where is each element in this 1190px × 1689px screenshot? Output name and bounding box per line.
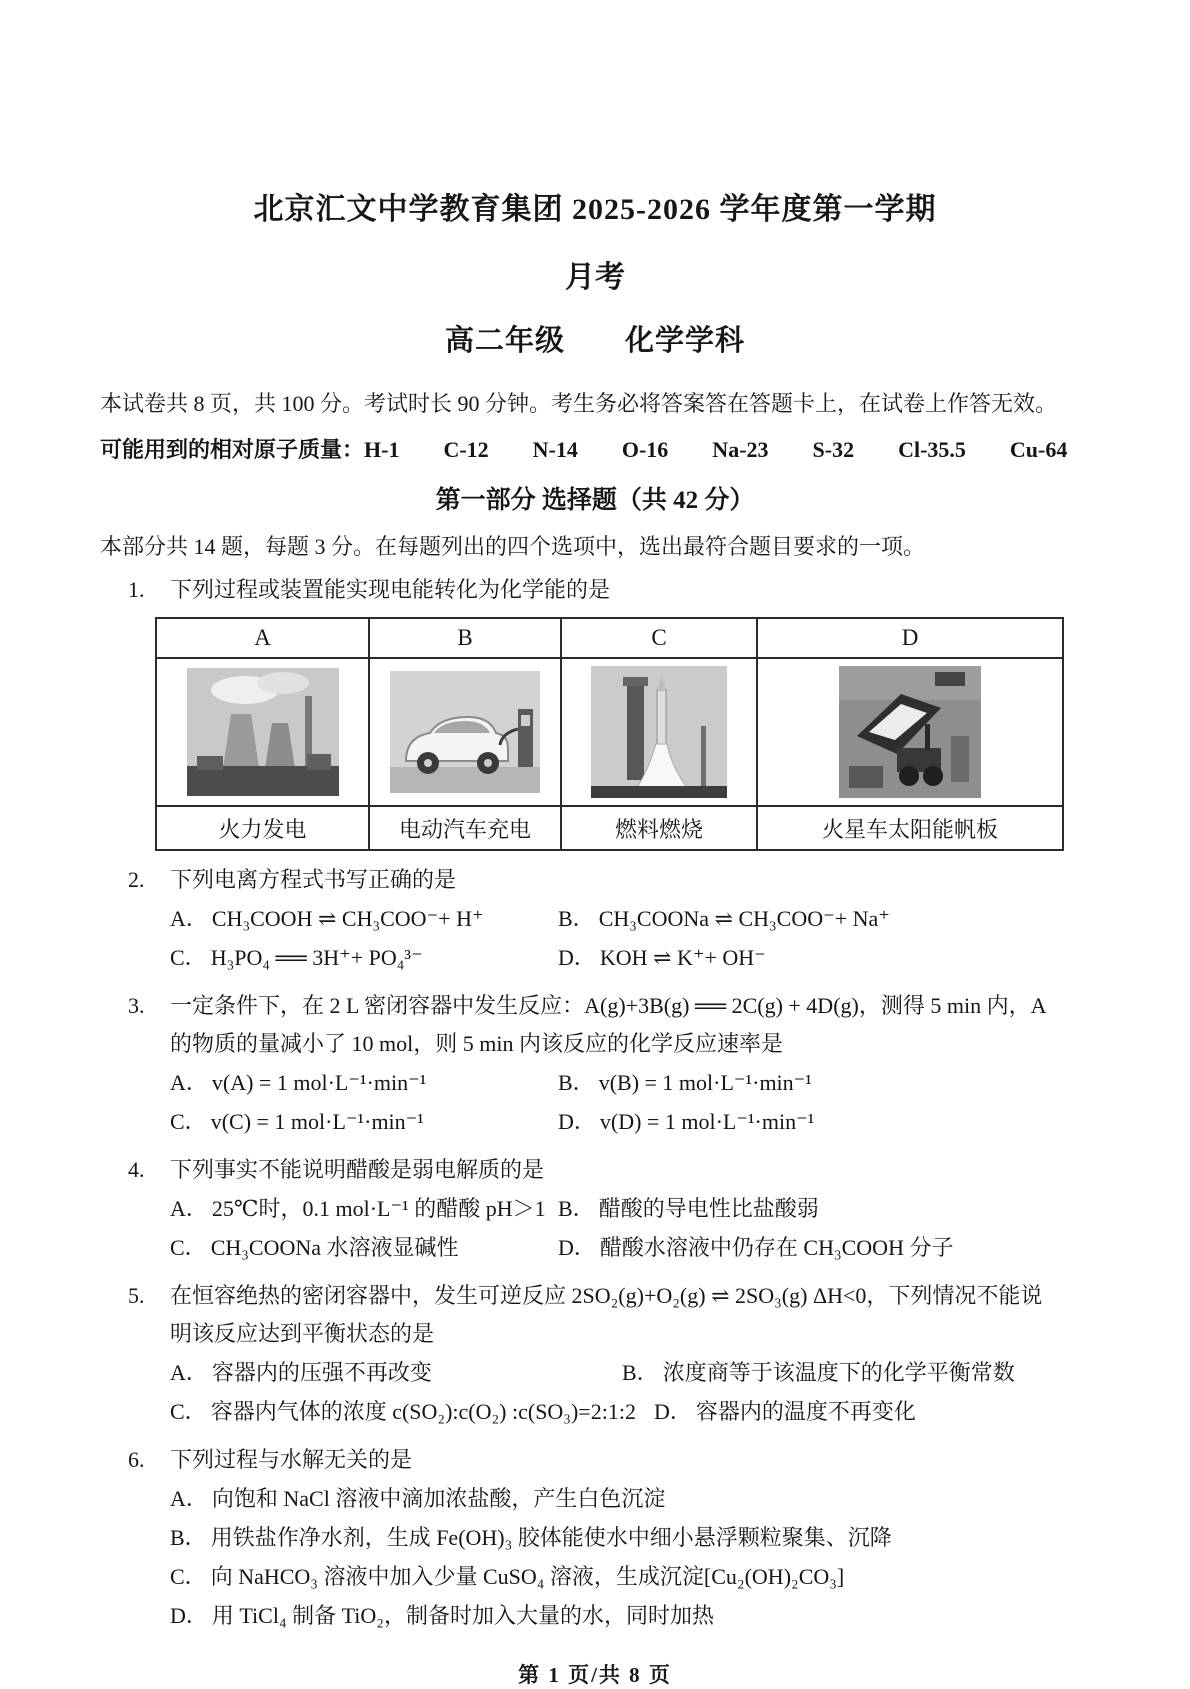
question-number: 3. [128, 993, 145, 1018]
option-text: 容器内的温度不再变化 [695, 1399, 916, 1424]
option-d [170, 1596, 714, 1635]
option-b [170, 1518, 892, 1557]
atomic-masses-line: 可能用到的相对原子质量：H-1 C-12 N-14 O-16 Na-23 S-32 Cl-35.5 Cu-64 [100, 437, 1068, 462]
option-text: v(C) = 1 mol·L⁻¹·min⁻¹ [210, 1109, 424, 1134]
option-label: D． [558, 1109, 596, 1134]
option-b [558, 1189, 819, 1228]
option-text: H₃PO₄ ══ 3H⁺+ PO₄³⁻ [210, 945, 423, 970]
table-header-a: A [156, 618, 369, 658]
option-text: 向饱和 NaCl 溶液中滴加浓盐酸，产生白色沉淀 [211, 1486, 666, 1511]
table-caption-row [156, 806, 1063, 850]
option-a [170, 1189, 558, 1228]
question-text: 下列电离方程式书写正确的是 [170, 867, 457, 892]
option-text: 用 TiCl₄ 制备 TiO₂，制备时加入大量的水，同时加热 [211, 1603, 714, 1628]
question-text-line2: 明该反应达到平衡状态的是 [170, 1321, 435, 1346]
option-label: A． [170, 1486, 208, 1511]
option-b [558, 1063, 812, 1102]
option-label: A． [170, 906, 208, 931]
option-c [170, 1228, 558, 1267]
question-text-line1: 一定条件下，在 2 L 密闭容器中发生反应：A(g)+3B(g) ══ 2C(g) + 4D(g)，测得 5 min 内，A [170, 993, 1047, 1018]
option-row [170, 1392, 1090, 1431]
question-4 [100, 1151, 1090, 1267]
table-header-b: B [369, 618, 561, 658]
question-text: 下列过程与水解无关的是 [170, 1447, 413, 1472]
option-text: 容器内的压强不再改变 [211, 1360, 432, 1385]
q1-option-table [155, 617, 1064, 851]
option-text: 25℃时，0.1 mol·L⁻¹ 的醋酸 pH＞1 [211, 1196, 546, 1221]
option-row [170, 938, 1090, 977]
electric-car-charging-image [390, 671, 540, 793]
option-label: C． [170, 1564, 207, 1589]
option-label: B． [622, 1360, 659, 1385]
mars-rover-solar-panel-image [839, 666, 981, 798]
table-caption-a: 火力发电 [156, 806, 369, 850]
option-row [170, 1518, 1090, 1557]
rocket-launch-image [591, 666, 727, 798]
option-row [170, 1102, 1090, 1141]
option-a [170, 899, 558, 938]
question-3 [100, 987, 1090, 1141]
section-one-header: 第一部分 选择题（共 42 分） [435, 487, 755, 514]
option-label: D． [558, 1235, 596, 1260]
grade-subject-line: 高二年级 化学学科 [444, 325, 745, 357]
option-a [170, 1479, 665, 1518]
option-text: CH₃COOH ⇌ CH₃COO⁻+ H⁺ [211, 906, 484, 931]
option-text: 容器内气体的浓度 c(SO₂):c(O₂) :c(SO₃)=2:1:2 [210, 1399, 636, 1424]
option-b [622, 1353, 1015, 1392]
option-label: B． [558, 1070, 595, 1095]
question-number: 1. [128, 577, 145, 602]
option-text: 浓度商等于该温度下的化学平衡常数 [662, 1360, 1015, 1385]
option-text: 用铁盐作净水剂，生成 Fe(OH)₃ 胶体能使水中细小悬浮颗粒聚集、沉降 [210, 1525, 892, 1550]
option-label: A． [170, 1360, 208, 1385]
question-text: 下列事实不能说明醋酸是弱电解质的是 [170, 1157, 545, 1182]
option-label: C． [170, 945, 207, 970]
option-a [170, 1353, 622, 1392]
option-row [170, 1228, 1090, 1267]
table-caption-d: 火星车太阳能帆板 [757, 806, 1063, 850]
option-text: v(B) = 1 mol·L⁻¹·min⁻¹ [598, 1070, 812, 1095]
option-c [170, 1557, 844, 1596]
table-header-c: C [561, 618, 757, 658]
section-one-intro: 本部分共 14 题，每题 3 分。在每题列出的四个选项中，选出最符合题目要求的一项。 [100, 534, 926, 559]
option-row [170, 1063, 1090, 1102]
option-label: C． [170, 1109, 207, 1134]
table-image-row [156, 658, 1063, 806]
option-label: A． [170, 1196, 208, 1221]
option-label: C． [170, 1399, 207, 1424]
option-row [170, 1596, 1090, 1635]
option-text: CH₃COONa 水溶液显碱性 [210, 1235, 459, 1260]
option-d [654, 1392, 916, 1431]
option-d [558, 1228, 953, 1267]
question-text-line1: 在恒容绝热的密闭容器中，发生可逆反应 2SO₂(g)+O₂(g) ⇌ 2SO₃(g) ΔH<0，下列情况不能说 [170, 1283, 1043, 1308]
option-label: D． [653, 1399, 692, 1424]
option-label: A． [170, 1070, 208, 1095]
option-text: CH₃COONa ⇌ CH₃COO⁻+ Na⁺ [598, 906, 890, 931]
option-row [170, 1557, 1090, 1596]
option-text: v(D) = 1 mol·L⁻¹·min⁻¹ [599, 1109, 815, 1134]
option-text: KOH ⇌ K⁺+ OH⁻ [599, 945, 766, 970]
question-text: 下列过程或装置能实现电能转化为化学能的是 [170, 577, 611, 602]
question-number: 5. [128, 1283, 145, 1308]
option-d [558, 1102, 814, 1141]
table-header-row [156, 618, 1063, 658]
option-label: B． [170, 1525, 207, 1550]
option-label: B． [558, 1196, 595, 1221]
option-d [558, 938, 766, 977]
table-caption-b: 电动汽车充电 [369, 806, 561, 850]
question-2 [100, 861, 1090, 977]
question-number: 6. [128, 1447, 145, 1472]
question-6 [100, 1441, 1090, 1635]
option-row [170, 899, 1090, 938]
question-5 [100, 1277, 1090, 1431]
thermal-power-plant-image [187, 668, 339, 796]
exam-instructions: 本试卷共 8 页，共 100 分。考试时长 90 分钟。考生务必将答案答在答题卡上，在试卷上作答无效。 [100, 391, 1058, 416]
question-text-line2: 的物质的量减小了 10 mol，则 5 min 内该反应的化学反应速率是 [170, 1031, 783, 1056]
option-c [170, 1392, 636, 1431]
option-row [170, 1479, 1090, 1518]
question-number: 4. [128, 1157, 145, 1182]
exam-title: 北京汇文中学教育集团 2025-2026 学年度第一学期 [253, 193, 937, 226]
exam-subtitle: 月考 [565, 261, 625, 294]
option-label: D． [558, 945, 596, 970]
option-a [170, 1063, 558, 1102]
option-text: v(A) = 1 mol·L⁻¹·min⁻¹ [211, 1070, 427, 1095]
table-header-d: D [757, 618, 1063, 658]
option-row [170, 1189, 1090, 1228]
table-caption-c: 燃料燃烧 [561, 806, 757, 850]
option-text: 醋酸的导电性比盐酸弱 [598, 1196, 819, 1221]
option-b [558, 899, 890, 938]
option-text: 醋酸水溶液中仍存在 CH₃COOH 分子 [599, 1235, 954, 1260]
option-row [170, 1353, 1090, 1392]
option-label: B． [558, 906, 595, 931]
option-label: C． [170, 1235, 207, 1260]
page-footer: 第 1 页/共 8 页 [518, 1663, 672, 1687]
option-c [170, 938, 558, 977]
question-number: 2. [128, 867, 145, 892]
option-text: 向 NaHCO₃ 溶液中加入少量 CuSO₄ 溶液，生成沉淀[Cu₂(OH)₂CO₃] [210, 1564, 845, 1589]
option-c [170, 1102, 558, 1141]
option-label: D． [170, 1603, 208, 1628]
question-1 [100, 571, 1090, 609]
